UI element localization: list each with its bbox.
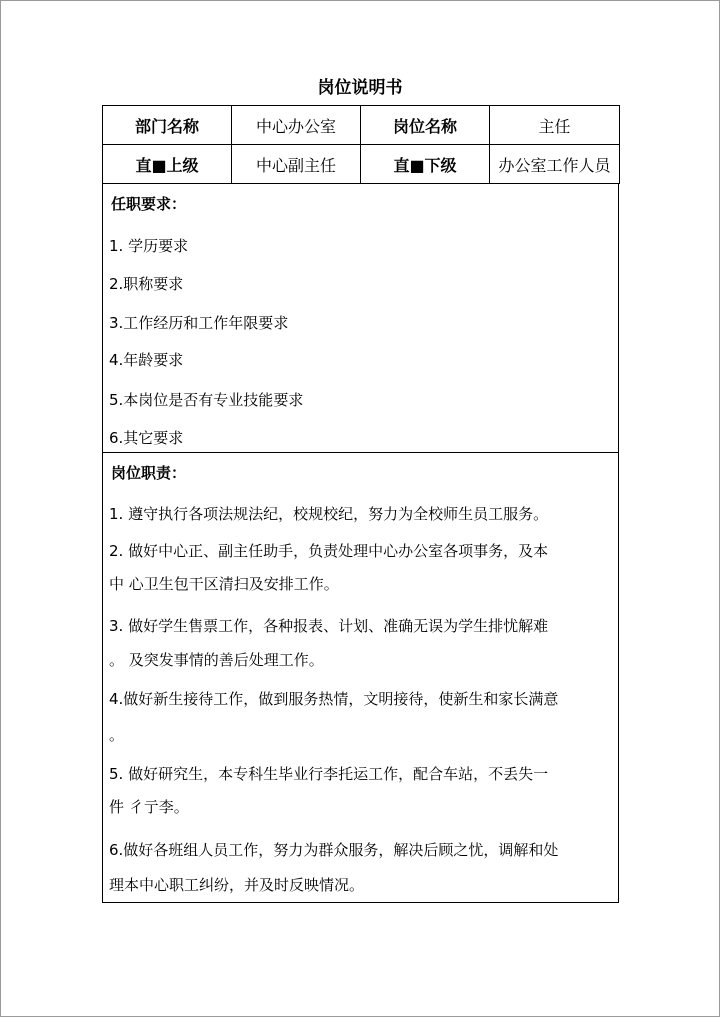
superior-label: 直■上级: [103, 145, 232, 184]
document-title: 岗位说明书: [317, 78, 403, 98]
duty-line: 4.做好新生接待工作，做到服务热情，文明接待，使新生和家长满意: [109, 690, 559, 708]
subordinate-label: 直■下级: [361, 145, 490, 184]
duties-section: [102, 453, 619, 903]
dept-value: 中心办公室: [232, 106, 361, 145]
duties-heading: 岗位职责：: [111, 464, 187, 482]
duty-line: 1. 遵守执行各项法规法纪，校规校纪，努力为全校师生员工服务。: [109, 505, 549, 523]
duty-line: 理本中心职工纠纷，并及时反映情况。: [109, 876, 365, 894]
requirements-section: [102, 184, 619, 453]
duty-line: 5. 做好研究生，本专科生毕业行李托运工作，配合车站，不丢失一: [109, 765, 549, 783]
requirement-item: 2.职称要求: [109, 275, 184, 293]
duty-line: 。: [109, 726, 125, 744]
duty-line: 。 及突发事情的善后处理工作。: [109, 651, 324, 669]
duty-line: 6.做好各班组人员工作，努力为群众服务，解决后顾之忧，调解和处: [109, 841, 559, 859]
duty-line: 3. 做好学生售票工作，各种报表、计划、准确无误为学生排忧解难: [109, 617, 549, 635]
info-row-reporting: [103, 145, 620, 184]
duty-line: 2. 做好中心正、副主任助手，负责处理中心办公室各项事务，及本: [109, 542, 549, 560]
requirement-item: 3.工作经历和工作年限要求: [109, 314, 289, 332]
subordinate-value: 办公室工作人员: [490, 145, 620, 184]
dept-label: 部门名称: [103, 106, 232, 145]
duty-line: 中 心卫生包干区清扫及安排工作。: [109, 575, 339, 593]
post-label: 岗位名称: [361, 106, 490, 145]
requirement-item: 6.其它要求: [109, 429, 184, 447]
duty-line: 件 彳亍李。: [109, 798, 189, 816]
requirement-item: 1. 学历要求: [109, 237, 189, 255]
requirement-item: 4.年龄要求: [109, 351, 184, 369]
superior-value: 中心副主任: [232, 145, 361, 184]
requirement-item: 5.本岗位是否有专业技能要求: [109, 391, 304, 409]
post-value: 主任: [490, 106, 620, 145]
info-row-dept: [103, 106, 620, 145]
requirements-heading: 任职要求：: [111, 195, 187, 213]
info-table: [102, 105, 620, 184]
